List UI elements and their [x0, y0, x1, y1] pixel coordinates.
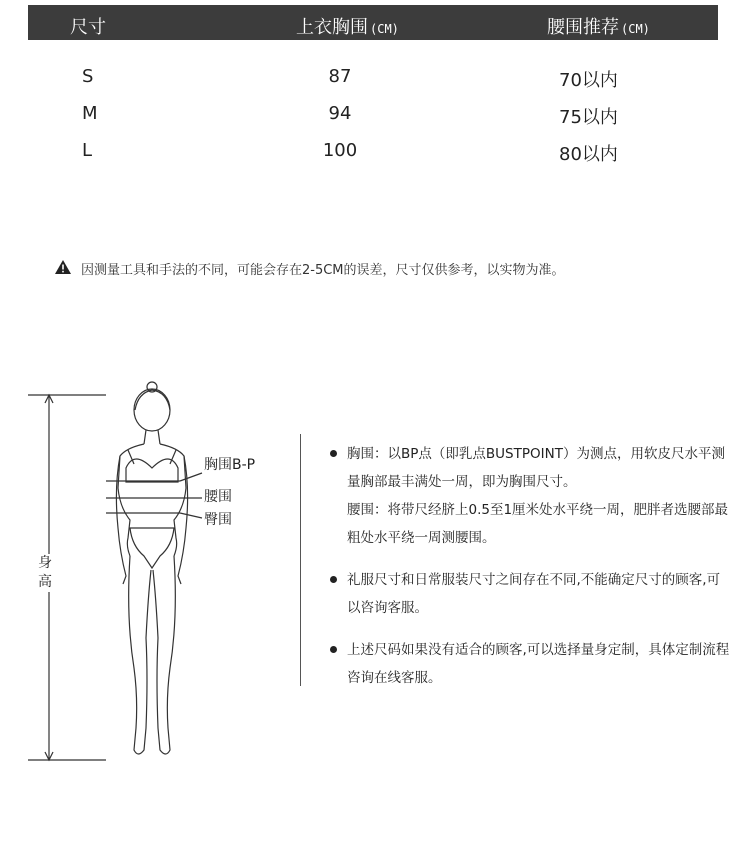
- size-cell: M: [82, 103, 98, 124]
- header-waist: [547, 13, 650, 39]
- height-label: 身高: [38, 555, 52, 590]
- waist-cell: 80以内: [559, 144, 618, 165]
- note-item: [330, 440, 730, 496]
- hip-label: 臀围: [204, 512, 232, 528]
- waist-label: 腰围: [204, 489, 232, 505]
- measurement-notice: [55, 259, 565, 278]
- size-cell: L: [82, 140, 93, 161]
- header-bust-unit: (CM): [370, 22, 399, 36]
- divider: [300, 434, 301, 686]
- measurement-notes: [330, 440, 730, 692]
- waist-description: 腰围：将带尺经脐上0.5至1厘米处水平绕一周，肥胖者选腰部最粗处水平绕一周测腰围。: [347, 502, 729, 546]
- waist-cell: 70以内: [559, 70, 618, 91]
- header-bust-label: 上衣胸围: [296, 17, 368, 38]
- bust-description: 胸围：以BP点（即乳点BUSTPOINT）为测点，用软皮尺水平测量胸部最丰满处一周，即为胸围尺寸。: [347, 446, 725, 490]
- custom-size-note: 上述尺码如果没有适合的顾客,可以选择量身定制，具体定制流程咨询在线客服。: [347, 642, 730, 686]
- note-item: [330, 566, 730, 622]
- notice-text: 因测量工具和手法的不同，可能会存在2-5CM的误差，尺寸仅供参考，以实物为准。: [81, 263, 565, 278]
- table-row: [0, 66, 750, 90]
- dress-size-note: 礼服尺寸和日常服装尺寸之间存在不同,不能确定尺寸的顾客,可以咨询客服。: [347, 572, 721, 616]
- header-waist-label: 腰围推荐: [547, 17, 619, 38]
- size-table-header: [28, 5, 718, 40]
- bust-cell: 100: [322, 140, 358, 161]
- bust-cell: 87: [328, 66, 352, 87]
- waist-cell: 75以内: [559, 107, 618, 128]
- header-size: 尺寸: [70, 17, 106, 38]
- body-figure-diagram: [22, 378, 322, 778]
- bust-bp-label: 胸围B-P: [204, 457, 256, 473]
- table-row: [0, 140, 750, 164]
- warning-icon: [55, 260, 71, 278]
- body-figure-illustration: [22, 378, 322, 778]
- note-item: [330, 636, 730, 692]
- header-bust: [296, 13, 399, 39]
- size-cell: S: [82, 66, 94, 87]
- bust-cell: 94: [328, 103, 352, 124]
- table-row: [0, 103, 750, 127]
- note-item: [330, 496, 730, 552]
- header-waist-unit: (CM): [621, 22, 650, 36]
